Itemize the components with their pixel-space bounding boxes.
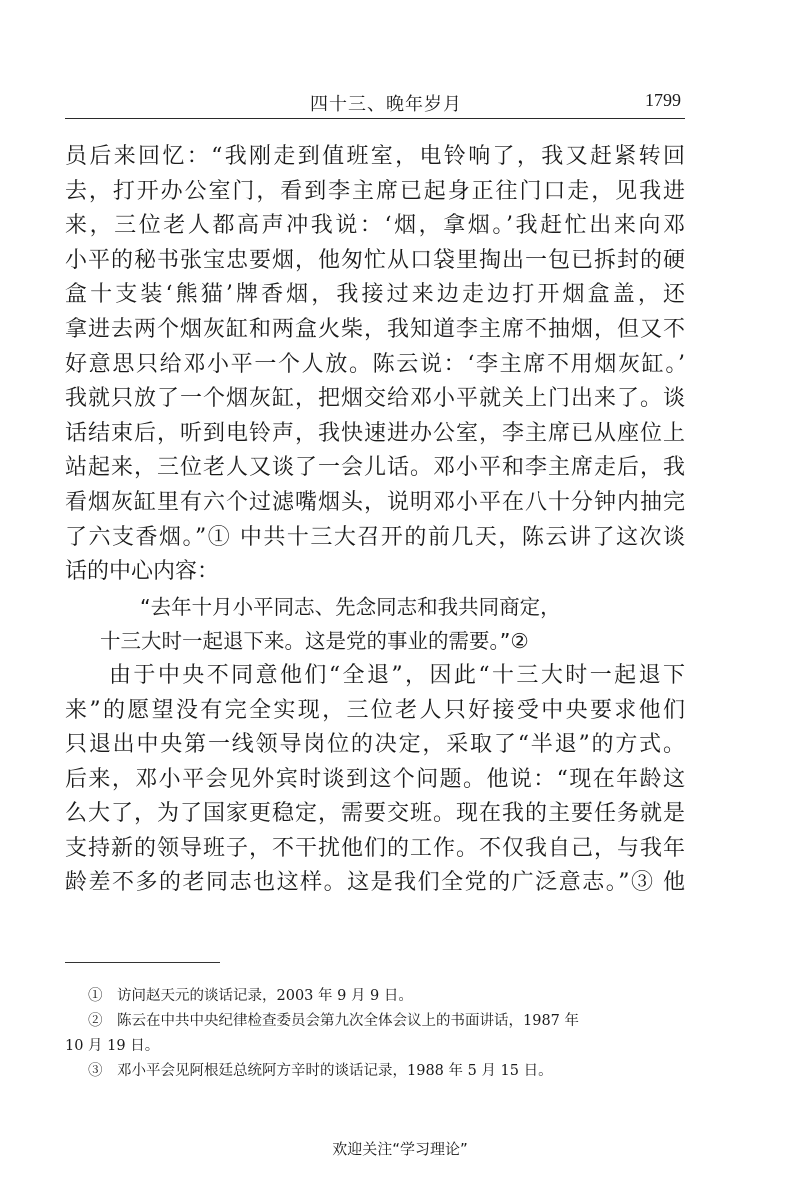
body-line: 拿进去两个烟灰缸和两盒火柴，我知道李主席不抽烟，但又不 <box>65 316 685 342</box>
footnote-divider <box>65 962 220 963</box>
body-line: 好意思只给邓小平一个人放。陈云说：‘李主席不用烟灰缸。’ <box>65 351 685 377</box>
body-line: 站起来，三位老人又谈了一会儿话。邓小平和李主席走后，我 <box>65 455 685 481</box>
footnote-3: ③ 邓小平会见阿根廷总统阿方辛时的谈话记录，1988 年 5 月 15 日。 <box>88 1063 553 1079</box>
footnote-2: ② 陈云在中共中央纪律检查委员会第九次全体会议上的书面讲话，1987 年 <box>88 1013 580 1029</box>
footnote-1: ① 访问赵天元的谈话记录，2003 年 9 月 9 日。 <box>88 988 413 1004</box>
page-number: 1799 <box>645 90 681 110</box>
running-header <box>65 78 685 119</box>
body-line: 来，三位老人都高声冲我说：‘烟，拿烟。’我赶忙出来向邓 <box>65 213 685 239</box>
body-line: 了六支香烟。”① 中共十三大召开的前几天，陈云讲了这次谈 <box>65 524 685 550</box>
chapter-title: 四十三、晚年岁月 <box>310 94 462 115</box>
body-line: 看烟灰缸里有六个过滤嘴烟头，说明邓小平在八十分钟内抽完 <box>65 489 685 515</box>
quote-line: “去年十月小平同志、先念同志和我共同商定， <box>140 594 561 619</box>
body-line: 由于中央不同意他们“全退”，因此“十三大时一起退下 <box>109 662 685 688</box>
main-text <box>65 140 685 901</box>
quote-line: 十三大时一起退下来。这是党的事业的需要。”② <box>100 629 529 654</box>
body-line: 话结束后，听到电铃声，我快速进办公室，李主席已从座位上 <box>65 420 685 446</box>
body-line: 员后来回忆：“我刚走到值班室，电铃响了，我又赶紧转回 <box>65 144 685 169</box>
body-line: 龄差不多的老同志也这样。这是我们全党的广泛意志。”③ 他 <box>65 870 685 896</box>
body-line: 来”的愿望没有完全实现，三位老人只好接受中央要求他们 <box>65 697 685 723</box>
footnotes <box>65 984 685 1084</box>
footnote-2-continued: 10 月 19 日。 <box>65 1038 160 1054</box>
body-line: 去，打开办公室门，看到李主席已起身正往门口走，见我进 <box>65 178 685 204</box>
body-line: 话的中心内容： <box>65 559 220 585</box>
body-line: 我就只放了一个烟灰缸，把烟交给邓小平就关上门出来了。谈 <box>65 386 685 412</box>
body-line: 只退出中央第一线领导岗位的决定，采取了“半退”的方式。 <box>65 732 685 758</box>
body-line: 小平的秘书张宝忠要烟，他匆忙从口袋里掏出一包已拆封的硬 <box>65 247 685 273</box>
body-line: 盒十支装‘熊猫’牌香烟，我接过来边走边打开烟盒盖，还 <box>65 282 685 308</box>
body-line: 支持新的领导班子，不干扰他们的工作。不仅我自己，与我年 <box>65 835 685 861</box>
body-line: 后来，邓小平会见外宾时谈到这个问题。他说：“现在年龄这 <box>65 766 685 792</box>
body-line: 么大了，为了国家更稳定，需要交班。现在我的主要任务就是 <box>65 801 685 827</box>
footer-watermark: 欢迎关注“学习理论” <box>332 1140 468 1158</box>
